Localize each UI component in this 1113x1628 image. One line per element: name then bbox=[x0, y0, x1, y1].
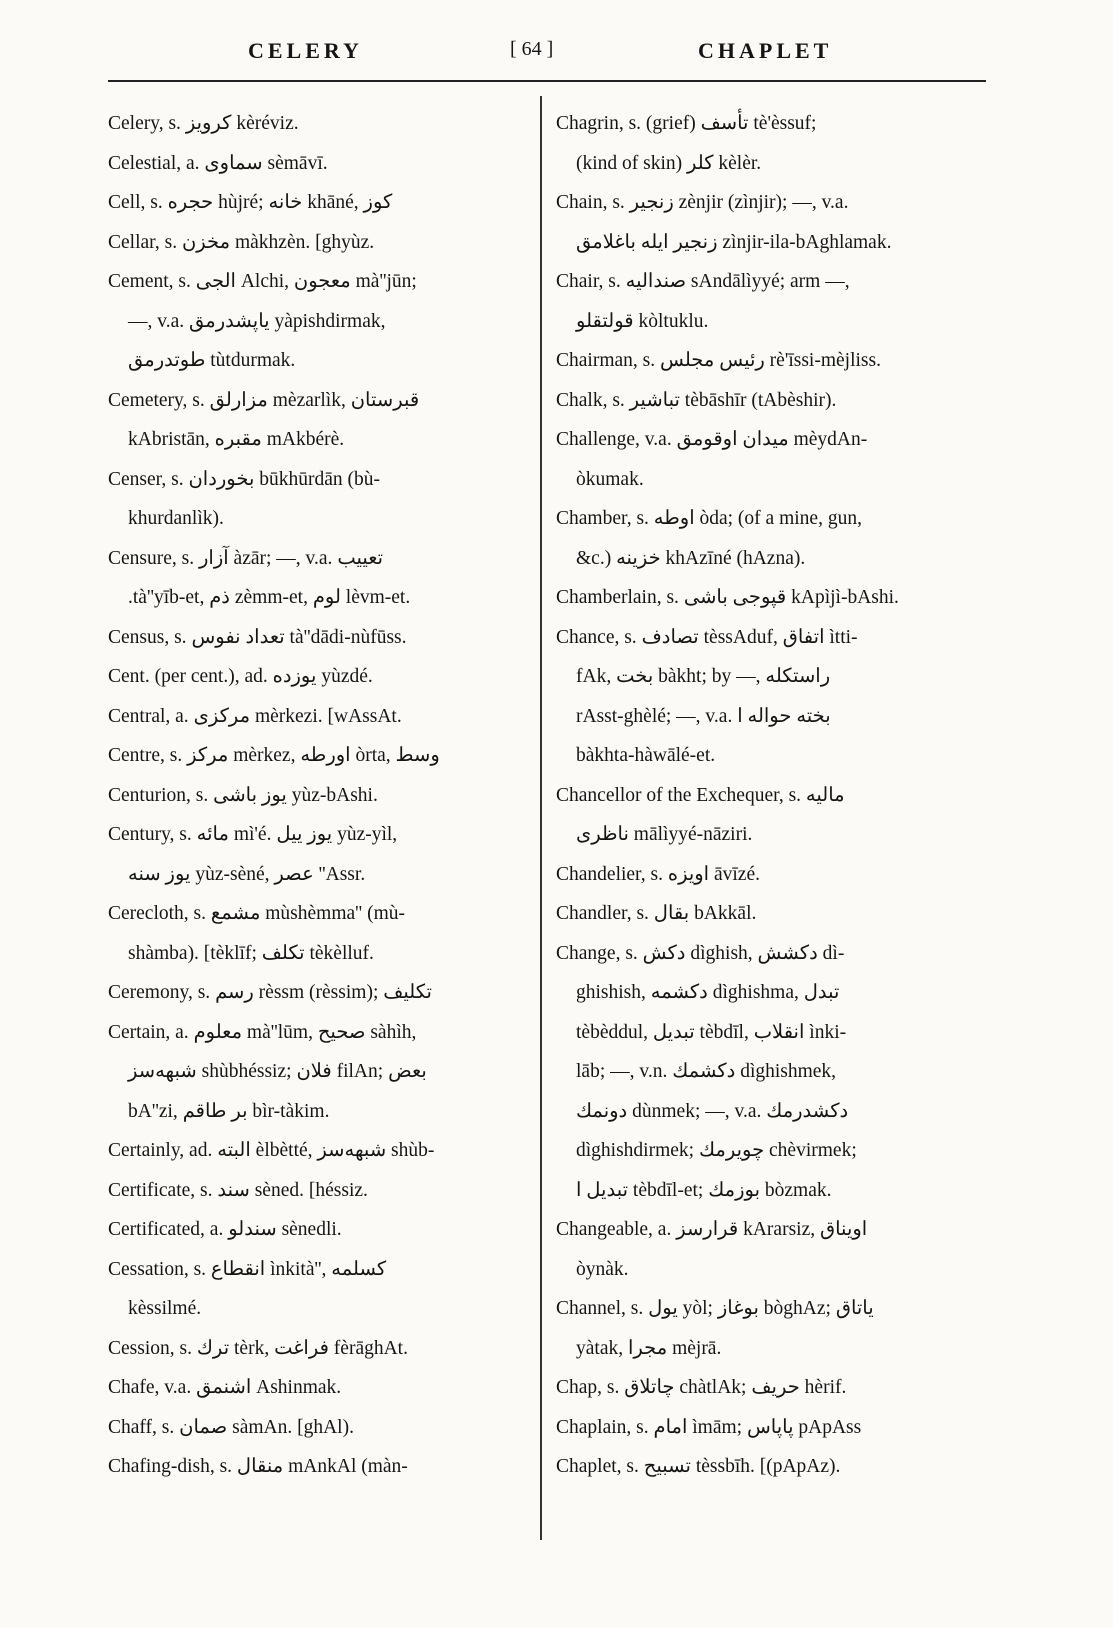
dictionary-entry-line: Celestial, a. سماوى sèmāvī. bbox=[108, 152, 328, 174]
dictionary-entry-line: Chafing-dish, s. منقال mAnkAl (màn- bbox=[108, 1456, 408, 1477]
dictionary-entry-line: Central, a. مركزى mèrkezi. [wAssAt. bbox=[108, 705, 402, 727]
dictionary-entry-line: Cessation, s. انقطاع ìnkità'', كسلمه bbox=[108, 1258, 387, 1280]
left-column bbox=[108, 104, 528, 1487]
dictionary-entry-line: Cement, s. الجى Alchi, معجون mà''jūn; bbox=[108, 271, 417, 292]
dictionary-entry-line: Chamberlain, s. قپوجى باشى kApìjì-bAshi. bbox=[556, 587, 899, 608]
entry-continuation-line: khurdanlìk). bbox=[128, 508, 224, 529]
entry-continuation-line: kèssilmé. bbox=[128, 1298, 202, 1319]
entry-continuation-line: òynàk. bbox=[576, 1258, 629, 1280]
dictionary-entry-line: Chair, s. صنداليه sAndālìyyé; arm —, bbox=[556, 271, 850, 292]
dictionary-entry-line: Chamber, s. اوطه òda; (of a mine, gun, bbox=[556, 508, 862, 529]
entry-continuation-line: زنجير ايله باغلامق zìnjir-ila-bAghlamak. bbox=[576, 231, 892, 253]
dictionary-entry-line: Census, s. تعداد نفوس tà''dādi-nùfūss. bbox=[108, 626, 407, 648]
dictionary-entry-line: Censer, s. بخوردان būkhūrdān (bù- bbox=[108, 468, 381, 490]
entry-continuation-line: شبهه‌سز shùbhéssiz; فلان filAn; بعض bbox=[128, 1061, 427, 1082]
dictionary-entry-line: Chaplain, s. امام ìmām; پاپاس pApAss bbox=[556, 1416, 862, 1438]
dictionary-entry-line: Cerecloth, s. مشمع mùshèmma'' (mù- bbox=[108, 903, 405, 924]
entry-continuation-line: kAbristān, مقبره mAkbérè. bbox=[128, 429, 345, 450]
column-divider bbox=[540, 96, 542, 1540]
dictionary-entry-line: Chance, s. تصادف tèssAduf, اتفاق ìtti- bbox=[556, 626, 858, 648]
entry-continuation-line: bàkhta-hàwālé-et. bbox=[576, 745, 716, 766]
dictionary-entry-line: Chafe, v.a. اشنمق Ashinmak. bbox=[108, 1377, 342, 1398]
entry-continuation-line: &c.) خزينه khAzīné (hAzna). bbox=[576, 547, 806, 569]
entry-continuation-line: —, v.a. ياپشدرمق yàpishdirmak, bbox=[128, 310, 386, 332]
right-column bbox=[556, 104, 976, 1487]
dictionary-entry-line: Chain, s. زنجير zènjir (zìnjir); —, v.a. bbox=[556, 192, 849, 213]
dictionary-entry-line: Certain, a. معلوم mà''lūm, صحيح sàhìh, bbox=[108, 1021, 417, 1043]
dictionary-entry-line: Chaplet, s. تسبيح tèssbīh. [(pApAz). bbox=[556, 1456, 841, 1477]
dictionary-entry-line: Chairman, s. رئيس مجلس rè'īssi-mèjliss. bbox=[556, 350, 881, 371]
dictionary-entry-line: Chancellor of the Exchequer, s. ماليه bbox=[556, 784, 845, 806]
dictionary-entry-line: Century, s. مائه mì'é. يوز ييل yùz-yìl, bbox=[108, 824, 398, 845]
entry-continuation-line: ghishish, دكشمه dìghishma, تبدل bbox=[576, 982, 840, 1003]
entry-continuation-line: .tà''yīb-et, ذم zèmm-et, لوم lèvm-et. bbox=[128, 587, 411, 608]
dictionary-entry-line: Cemetery, s. مزارلق mèzarlìk, قبرستان bbox=[108, 389, 420, 411]
running-head-right: CHAPLET bbox=[698, 38, 833, 63]
entry-continuation-line: ناظرى mālìyyé-nāziri. bbox=[576, 824, 753, 845]
dictionary-entry-line: Celery, s. كرويز kèréviz. bbox=[108, 113, 299, 134]
dictionary-entry-line: Changeable, a. قرارسز kArarsiz, اويناق bbox=[556, 1219, 868, 1240]
dictionary-entry-line: Cession, s. ترك tèrk, فراغت fèrāghAt. bbox=[108, 1337, 408, 1359]
dictionary-entry-line: Certificated, a. سندلو sènedli. bbox=[108, 1219, 342, 1240]
dictionary-entry-line: Cell, s. حجره hùjré; خانه khāné, كوز bbox=[108, 192, 393, 213]
dictionary-entry-line: Centurion, s. يوز باشى yùz-bAshi. bbox=[108, 784, 378, 806]
dictionary-entry-line: Cent. (per cent.), ad. يوزده yùzdé. bbox=[108, 666, 373, 687]
dictionary-entry-line: Cellar, s. مخزن màkhzèn. [ghyùz. bbox=[108, 231, 375, 253]
entry-continuation-line: rAsst-ghèlé; —, v.a. بخته حواله ا bbox=[576, 705, 831, 727]
entry-continuation-line: طوتدرمق tùtdurmak. bbox=[128, 350, 296, 371]
dictionary-entry-line: Chap, s. چاتلاق chàtlAk; حريف hèrif. bbox=[556, 1377, 847, 1398]
entry-continuation-line: قولتقلو kòltuklu. bbox=[576, 310, 709, 332]
entry-continuation-line: دونمك dùnmek; —, v.a. دكشدرمك bbox=[576, 1100, 849, 1122]
dictionary-entry-line: Chandler, s. بقال bAkkāl. bbox=[556, 903, 757, 924]
entry-continuation-line: dìghishdirmek; چويرمك chèvirmek; bbox=[576, 1140, 857, 1161]
dictionary-entry-line: Chandelier, s. اويزه āvīzé. bbox=[556, 863, 760, 885]
entry-continuation-line: lāb; —, v.n. دكشمك dìghishmek, bbox=[576, 1061, 837, 1082]
dictionary-entry-line: Ceremony, s. رسم rèssm (rèssim); تكليف bbox=[108, 982, 432, 1003]
dictionary-entry-line: Chalk, s. تباشير tèbāshīr (tAbèshir). bbox=[556, 389, 837, 411]
dictionary-entry-line: Certainly, ad. البته èlbètté, شبهه‌سز shùb- bbox=[108, 1140, 435, 1161]
entry-continuation-line: تبديل ا tèbdīl-et; بوزمك bòzmak. bbox=[576, 1179, 832, 1201]
entry-continuation-line: òkumak. bbox=[576, 468, 644, 490]
dictionary-entry-line: Certificate, s. سند sèned. [héssiz. bbox=[108, 1179, 368, 1201]
entry-continuation-line: (kind of skin) كلر kèlèr. bbox=[576, 152, 762, 174]
dictionary-entry-line: Censure, s. آزار àzār; —, v.a. تعييب bbox=[108, 547, 384, 569]
dictionary-entry-line: Chaff, s. صمان sàmAn. [ghAl). bbox=[108, 1416, 354, 1438]
dictionary-entry-line: Challenge, v.a. ميدان اوقومق mèydAn- bbox=[556, 429, 868, 450]
entry-continuation-line: fAk, بخت bàkht; by —, راستكله bbox=[576, 666, 831, 687]
running-head-left: CELERY bbox=[248, 38, 363, 63]
header-rule bbox=[108, 80, 986, 82]
entry-continuation-line: yàtak, مجرا mèjrā. bbox=[576, 1337, 722, 1359]
entry-continuation-line: shàmba). [tèklīf; تكلف tèkèlluf. bbox=[128, 942, 374, 964]
entry-continuation-line: bA''zi, بر طاقم bìr-tàkim. bbox=[128, 1100, 330, 1122]
page-number: [ 64 ] bbox=[510, 38, 554, 60]
dictionary-entry-line: Channel, s. يول yòl; بوغاز bòghAz; ياتاق bbox=[556, 1298, 874, 1319]
dictionary-entry-line: Chagrin, s. (grief) تأسف tè'èssuf; bbox=[556, 113, 817, 134]
entry-continuation-line: يوز سنه yùz-sèné, عصر ''Assr. bbox=[128, 863, 366, 885]
dictionary-entry-line: Change, s. دكش dìghish, دكشش dì- bbox=[556, 942, 845, 964]
dictionary-entry-line: Centre, s. مركز mèrkez, اورطه òrta, وسط bbox=[108, 745, 440, 766]
entry-continuation-line: tèbèddul, تبديل tèbdīl, انقلاب ìnki- bbox=[576, 1021, 847, 1043]
